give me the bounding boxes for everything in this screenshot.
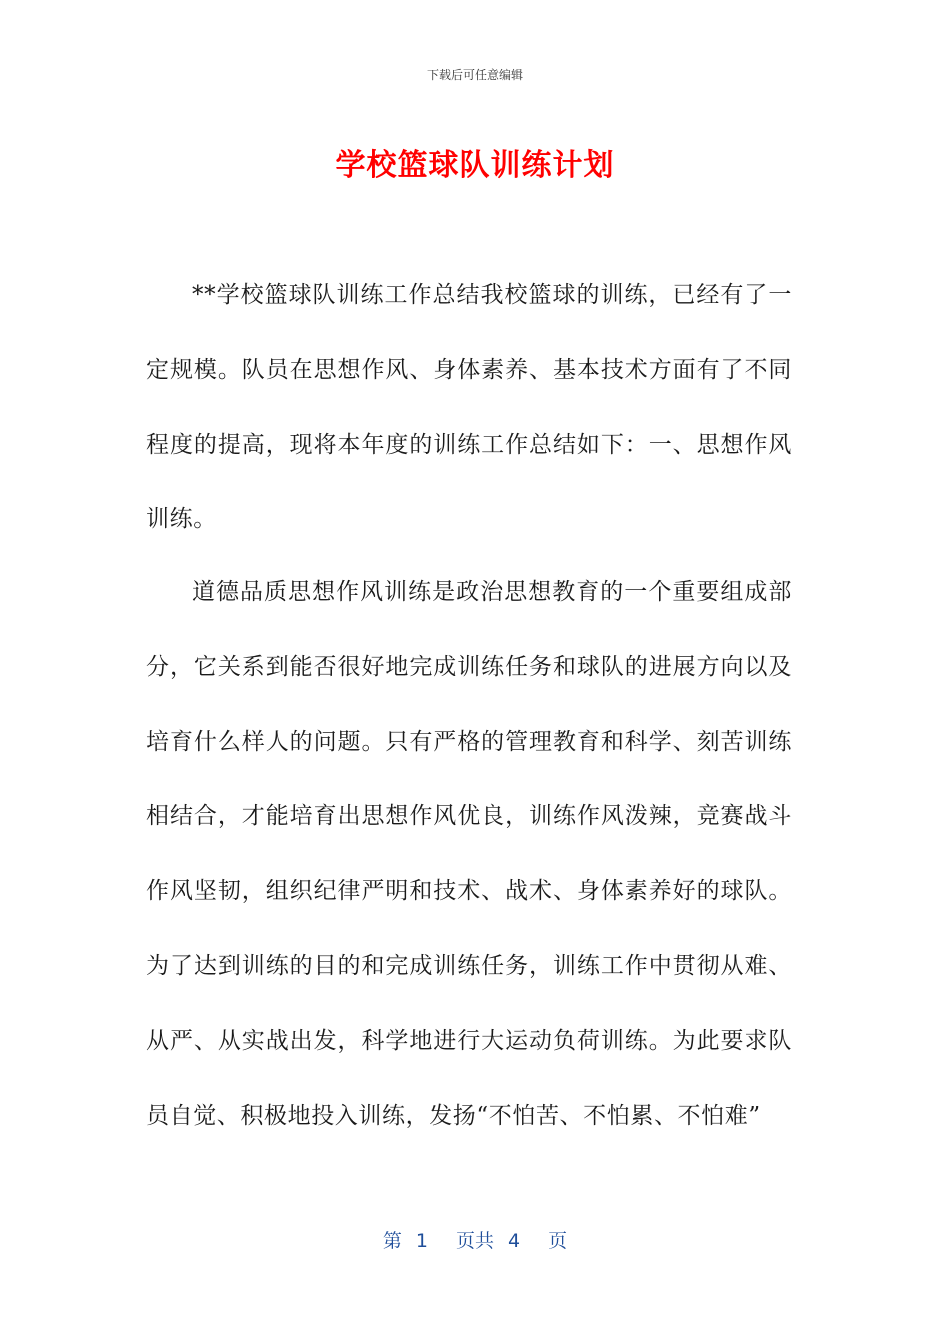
paragraph-2: 道德品质思想作风训练是政治思想教育的一个重要组成部分，它关系到能否很好地完成训练任务和球队的进展方向以及培育什么样人的问题。只有严格的管理教育和科学、刻苦训练相结合，才能培育出思想作风优良，训练作风泼辣，竞赛战斗作风坚韧，组织纪律严明和技术、战术、身体素养好的球队。为了达到训练的目的和完成训练任务，训练工作中贯彻从难、从严、从实战出发，科学地进行大运动负荷训练。为此要求队员自觉、积极地投入训练，发扬“不怕苦、不怕累、不怕难” <box>146 579 792 1129</box>
document-title: 学校篮球队训练计划 <box>335 148 615 183</box>
page-header-note: 下载后可任意编辑 <box>426 68 523 82</box>
footer-page-suffix: 页 <box>548 1230 568 1252</box>
footer-page-prefix: 第 <box>382 1230 402 1252</box>
footer-page-number: 1 <box>415 1230 428 1252</box>
footer-page-mid: 页共 <box>455 1230 494 1252</box>
footer-page-total: 4 <box>508 1230 521 1252</box>
paragraph-1: **学校篮球队训练工作总结我校篮球的训练，已经有了一定规模。队员在思想作风、身体素养、基本技术方面有了不同程度的提高，现将本年度的训练工作总结如下：一、思想作风训练。 <box>146 282 792 533</box>
page-footer <box>0 1226 950 1253</box>
